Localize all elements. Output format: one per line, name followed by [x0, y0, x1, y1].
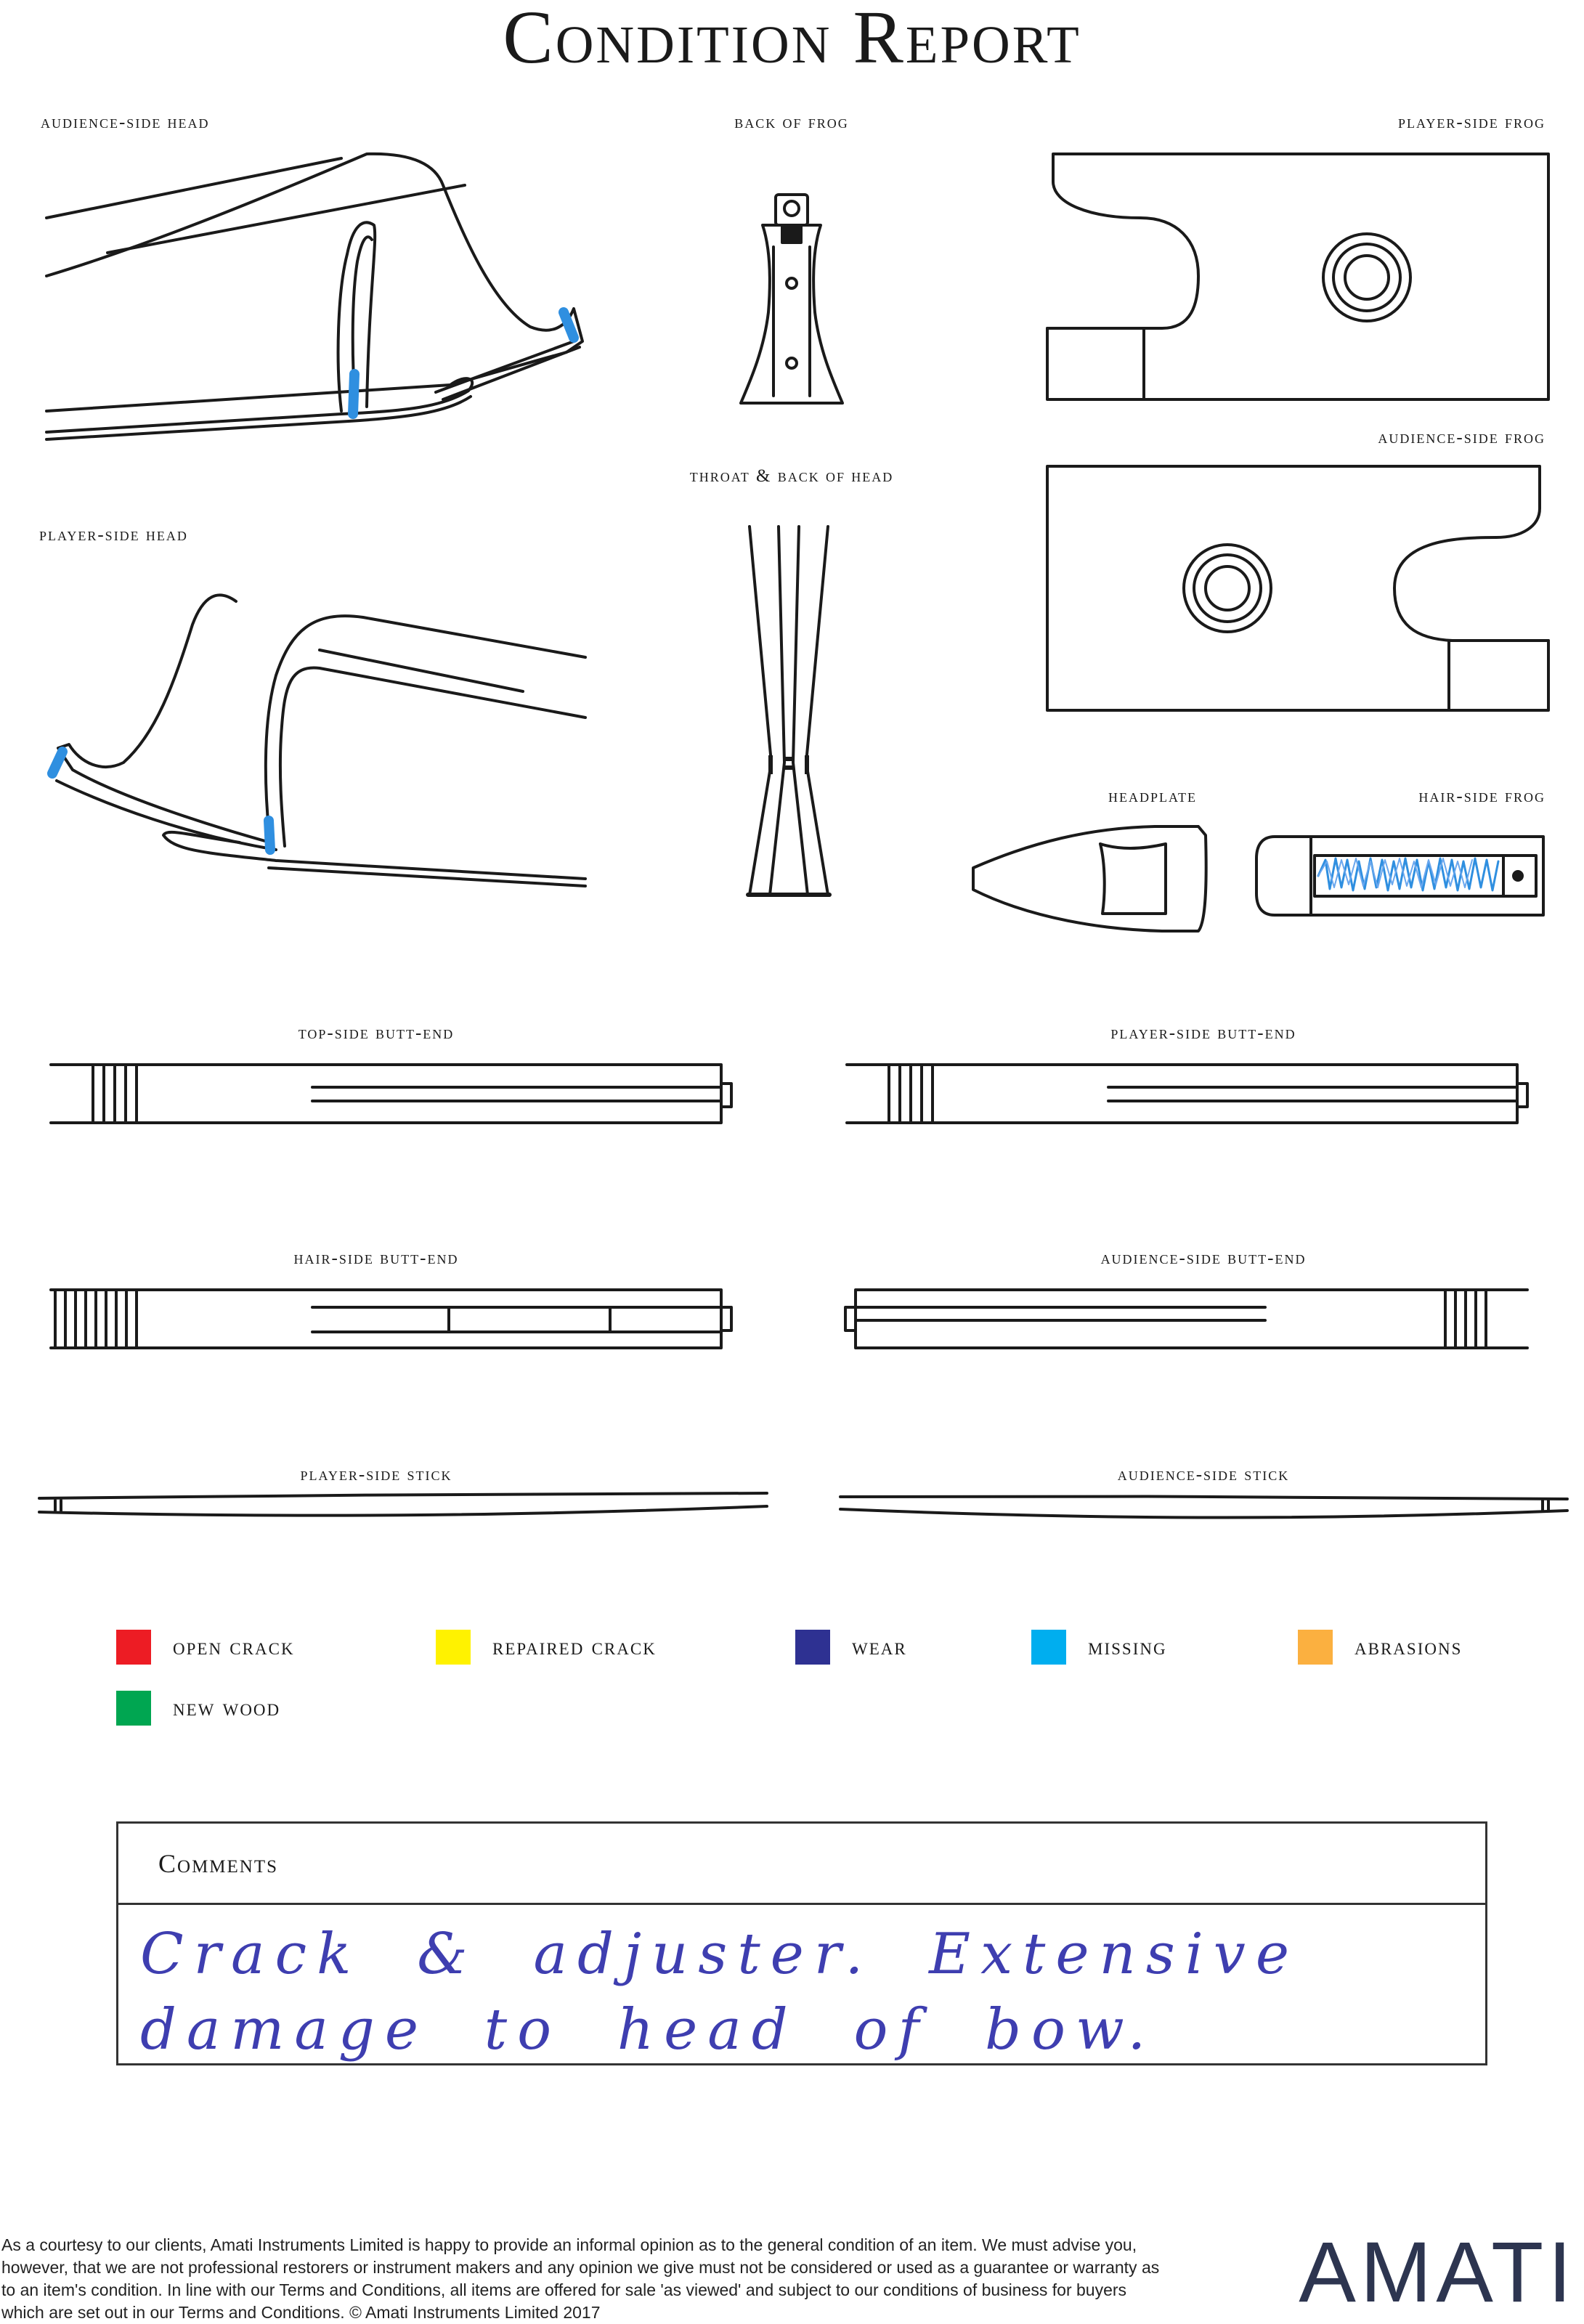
label-audience-side-stick: audience-side stick	[1117, 1465, 1290, 1484]
label-hair-side-frog: hair-side frog	[1418, 787, 1546, 806]
label-player-side-head: player-side head	[39, 525, 188, 545]
label-audience-side-butt-end: audience-side butt-end	[1100, 1248, 1307, 1268]
amati-logo: AMATI	[1299, 2225, 1576, 2320]
diagram-player-side-butt-end	[847, 1065, 1527, 1123]
swatch-repaired-crack	[436, 1630, 471, 1665]
legend-label: missing	[1088, 1633, 1167, 1660]
label-top-side-butt-end: top-side butt-end	[298, 1023, 455, 1043]
legend-repaired-crack	[436, 1630, 657, 1665]
swatch-new-wood	[116, 1691, 151, 1726]
diagram-audience-side-frog	[1047, 466, 1548, 710]
swatch-open-crack	[116, 1630, 151, 1665]
swatch-wear	[795, 1630, 830, 1665]
diagram-audience-side-butt-end	[845, 1290, 1527, 1348]
legend-missing	[1031, 1630, 1167, 1665]
legend-abrasions	[1298, 1630, 1462, 1665]
diagram-player-side-stick	[39, 1493, 767, 1516]
page-title: Condition Report	[503, 0, 1081, 79]
legend-new-wood	[116, 1691, 280, 1726]
diagram-player-side-head	[57, 595, 585, 886]
legend-wear	[795, 1630, 907, 1665]
comments-heading: Comments	[118, 1824, 1485, 1905]
label-back-of-frog: back of frog	[734, 113, 849, 132]
diagram-back-of-frog	[741, 195, 842, 403]
legend-label: repaired crack	[492, 1633, 657, 1660]
legend-label: open crack	[173, 1633, 295, 1660]
swatch-missing	[1031, 1630, 1066, 1665]
legend-label: new wood	[173, 1694, 281, 1721]
handwritten-comment: Crack & adjuster. Extensive damage to head of bow.	[140, 1922, 1299, 2063]
legend-label: abrasions	[1354, 1633, 1463, 1660]
comments-box	[116, 1821, 1487, 2065]
label-audience-side-frog: audience-side frog	[1378, 428, 1546, 447]
swatch-abrasions	[1298, 1630, 1333, 1665]
label-hair-side-butt-end: hair-side butt-end	[293, 1248, 459, 1268]
diagram-top-side-butt-end	[51, 1065, 731, 1123]
missing-mark-player-head	[52, 752, 270, 850]
label-player-side-butt-end: player-side butt-end	[1110, 1023, 1296, 1043]
diagram-audience-side-head	[46, 154, 582, 439]
diagram-headplate	[973, 826, 1206, 931]
disclaimer-text: As a courtesy to our clients, Amati Instruments Limited is happy to provide an informal opinion as to the general condition of an item. We must advise you, however, that we are not professional restorers or instrument makers and any opinion we give must not be considered or used as a guarantee or warranty as to an item's condition. In line with our Terms and Conditions, all items are offered for sale 'as viewed' and subject to our conditions of business for buyers which are set out in our Terms and Conditions. © Amati Instruments Limited 2017	[1, 2235, 1160, 2322]
diagram-hair-side-frog	[1256, 837, 1543, 915]
legend-label: wear	[852, 1633, 907, 1660]
diagram-audience-side-stick	[840, 1496, 1567, 1517]
label-headplate: headplate	[1108, 787, 1197, 806]
label-player-side-stick: player-side stick	[300, 1465, 452, 1484]
diagram-player-side-frog	[1047, 154, 1548, 399]
label-throat-back-of-head: throat & back of head	[689, 466, 894, 486]
diagram-hair-side-butt-end	[51, 1290, 731, 1348]
legend-open-crack	[116, 1630, 295, 1665]
label-audience-side-head: audience-side head	[41, 113, 210, 132]
diagram-throat-back-of-head	[748, 527, 829, 895]
label-player-side-frog: player-side frog	[1398, 113, 1546, 132]
